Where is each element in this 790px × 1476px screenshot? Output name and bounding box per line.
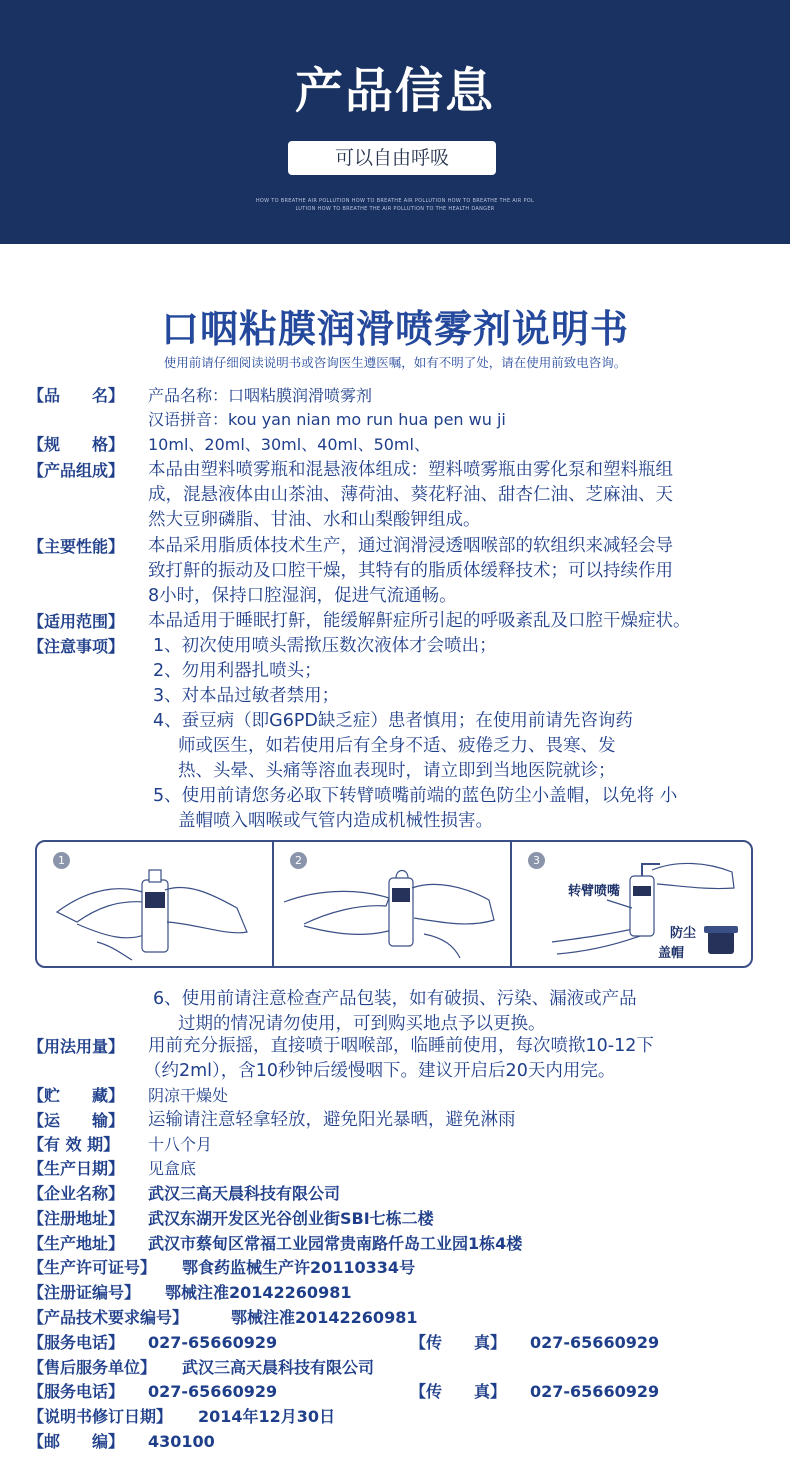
- company-value: 武汉三高天晨科技有限公司: [148, 1184, 341, 1203]
- transport-value: 运输请注意轻拿轻放，避免阳光暴晒，避免淋雨: [148, 1110, 516, 1130]
- composition-label: 【产品组成】: [28, 461, 125, 480]
- storage-label: 【贮 藏】: [28, 1086, 125, 1105]
- step-number-badge: 1: [53, 852, 70, 869]
- notes-line: 4、蚕豆病（即G6PD缺乏症）患者慎用；在使用前请先咨询药: [153, 711, 633, 731]
- usage-line: （约2ml），含10秒钟后缓慢咽下。建议开启后20天内用完。: [144, 1061, 616, 1081]
- illustration-step-1: [37, 842, 272, 966]
- composition-line: 本品由塑料喷雾瓶和混悬液体组成：塑料喷雾瓶由雾化泵和塑料瓶组: [148, 460, 673, 480]
- usage-line: 用前充分振摇，直接喷于咽喉部，临睡前使用，每次喷揿10-12下: [148, 1036, 654, 1056]
- usage-illustration: [35, 840, 753, 968]
- tech-no-label: 【产品技术要求编号】: [28, 1308, 189, 1327]
- notes-line: 3、对本品过敏者禁用；: [153, 686, 340, 706]
- validity-label: 【有 效 期】: [28, 1135, 120, 1154]
- performance-label: 【主要性能】: [28, 537, 125, 556]
- banner-title: 产品信息: [294, 63, 495, 119]
- notes-line: 热、头晕、头痛等溶血表现时，请立即到当地医院就诊；: [178, 761, 616, 781]
- service-tel-label: 【服务电话】: [28, 1333, 125, 1352]
- reg-addr-label: 【注册地址】: [28, 1209, 125, 1228]
- banner-tiny-text-1: HOW TO BREATHE AIR POLLUTION HOW TO BREATHE AIR POLLUTION HOW TO BREATHE THE AIR POL: [255, 198, 535, 204]
- hand-spray-bottle-drawing: [37, 842, 272, 966]
- document-title: 口咽粘膜润滑喷雾剂说明书: [160, 307, 629, 351]
- service-tel-value: 027-65660929: [148, 1333, 278, 1352]
- service-tel2-label: 【服务电话】: [28, 1382, 125, 1401]
- scope-label: 【适用范围】: [28, 612, 125, 631]
- prod-date-value: 见盒底: [148, 1159, 197, 1178]
- tech-no-value: 鄂械注准20142260981: [231, 1308, 418, 1327]
- validity-value: 十八个月: [148, 1135, 213, 1154]
- cap-label-2: 盖帽: [658, 946, 685, 961]
- notes-line: 5、使用前请您务必取下转臂喷嘴前端的蓝色防尘小盖帽，以免将 小: [153, 786, 678, 806]
- notes-line: 盖帽喷入咽喉或气管内造成机械性损害。: [178, 811, 493, 831]
- banner-tiny-text-2: LUTION HOW TO BREATHE THE AIR POLLUTION TO THE HEALTH DANGER: [295, 206, 495, 212]
- reg-no-value: 鄂械注准20142260981: [165, 1283, 352, 1302]
- pinyin-value: 汉语拼音：kou yan nian mo run hua pen wu ji: [148, 410, 506, 429]
- notes-line: 过期的情况请勿使用，可到购买地点予以更换。: [178, 1014, 546, 1034]
- fax-value: 027-65660929: [530, 1333, 660, 1352]
- nozzle-label: 转臂喷嘴: [568, 884, 621, 899]
- spec-label: 【规 格】: [28, 435, 125, 454]
- license-value: 鄂食药监械生产许20110334号: [182, 1258, 416, 1277]
- license-label: 【生产许可证号】: [28, 1258, 157, 1277]
- fax2-value: 027-65660929: [530, 1382, 660, 1401]
- transport-label: 【运 输】: [28, 1111, 125, 1130]
- step-number-badge: 2: [290, 852, 307, 869]
- notes-line: 1、初次使用喷头需揿压数次液体才会喷出；: [153, 636, 497, 656]
- hand-spray-bottle-drawing: [512, 842, 751, 966]
- service-tel2-value: 027-65660929: [148, 1382, 278, 1401]
- illustration-step-3: [512, 842, 751, 966]
- company-label: 【企业名称】: [28, 1184, 125, 1203]
- banner-subtitle-pill: 可以自由呼吸: [288, 141, 496, 175]
- name-value: 产品名称：口咽粘膜润滑喷雾剂: [148, 386, 373, 405]
- scope-value: 本品适用于睡眠打鼾，能缓解鼾症所引起的呼吸紊乱及口腔干燥症状。: [148, 611, 691, 631]
- performance-line: 8小时，保持口腔湿润，促进气流通畅。: [148, 586, 457, 606]
- aftersale-value: 武汉三高天晨科技有限公司: [182, 1358, 375, 1377]
- prod-date-label: 【生产日期】: [28, 1159, 125, 1178]
- hand-spray-bottle-drawing: [274, 842, 510, 966]
- composition-line: 然大豆卵磷脂、甘油、水和山梨酸钾组成。: [148, 510, 481, 530]
- step-number-badge: 3: [528, 852, 545, 869]
- reg-no-label: 【注册证编号】: [28, 1283, 141, 1302]
- spec-value: 10ml、20ml、30ml、40ml、50ml、: [148, 435, 430, 454]
- revision-value: 2014年12月30日: [198, 1407, 336, 1426]
- performance-line: 致打鼾的振动及口腔干燥，其特有的脂质体缓释技术；可以持续作用: [148, 561, 673, 581]
- prod-addr-value: 武汉市蔡甸区常福工业园常贵南路仟岛工业园1栋4楼: [148, 1234, 523, 1253]
- revision-label: 【说明书修订日期】: [28, 1407, 173, 1426]
- name-label: 【品 名】: [28, 386, 125, 405]
- usage-label: 【用法用量】: [28, 1037, 125, 1056]
- document-subtitle: 使用前请仔细阅读说明书或咨询医生遵医嘱，如有不明了处，请在使用前致电咨询。: [163, 355, 627, 370]
- performance-line: 本品采用脂质体技术生产，通过润滑浸透咽喉部的软组织来减轻会导: [148, 536, 673, 556]
- postcode-label: 【邮 编】: [28, 1432, 125, 1451]
- reg-addr-value: 武汉东湖开发区光谷创业街SBI七栋二楼: [148, 1209, 434, 1228]
- fax2-label: 【传 真】: [410, 1382, 507, 1401]
- header-banner: [0, 0, 790, 244]
- aftersale-label: 【售后服务单位】: [28, 1358, 157, 1377]
- fax-label: 【传 真】: [410, 1333, 507, 1352]
- postcode-value: 430100: [148, 1432, 215, 1451]
- storage-value: 阴凉干燥处: [148, 1086, 229, 1105]
- composition-line: 成，混悬液体由山茶油、薄荷油、葵花籽油、甜杏仁油、芝麻油、天: [148, 485, 673, 505]
- prod-addr-label: 【生产地址】: [28, 1234, 125, 1253]
- notes-label: 【注意事项】: [28, 637, 125, 656]
- illustration-step-2: [274, 842, 510, 966]
- notes-line: 师或医生，如若使用后有全身不适、疲倦乏力、畏寒、发: [178, 736, 616, 756]
- notes-line: 2、勿用利器扎喷头；: [153, 661, 322, 681]
- notes-line: 6、使用前请注意检查产品包装，如有破损、污染、漏液或产品: [153, 989, 637, 1009]
- cap-label-1: 防尘: [670, 926, 697, 941]
